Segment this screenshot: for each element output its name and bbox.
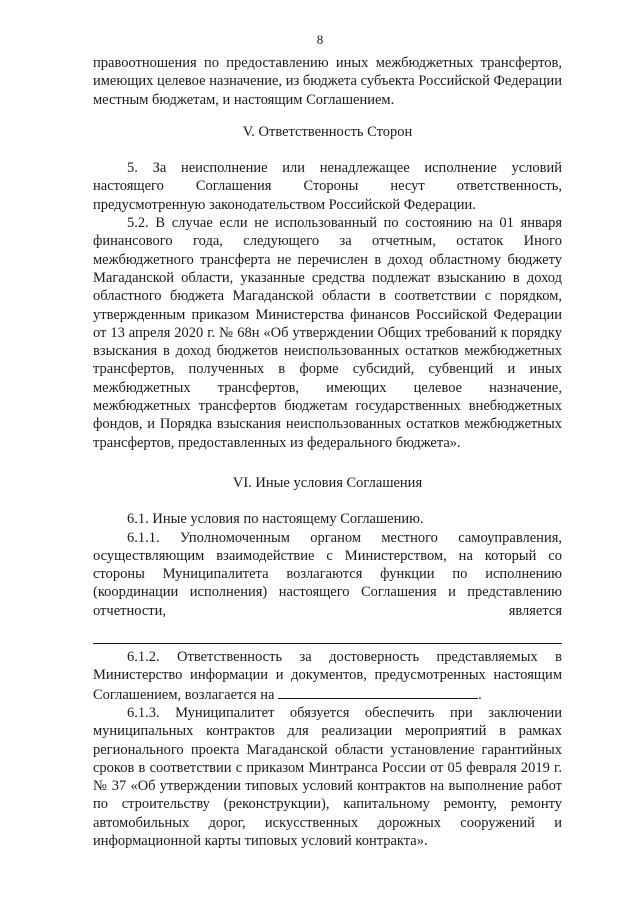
page-number: 8 [316,32,324,47]
paragraph-5: 5. За неисполнение или ненадлежащее исполнение условий настоящего Соглашения Стороны несут ответственность, предусмотренную законодательством Российской Федерации. [93,160,562,213]
paragraph-6-1-1: 6.1.1. Уполномоченным органом местного самоуправления, осуществляющим взаимодействие с Министерством, на который со стороны Муниципалитета возлагаются функции по исполнению (координации исполнения) настоящего Соглашения и представлению отчетности, является [93,529,562,619]
section-6-heading: VI. Иные условия Соглашения [232,474,423,491]
document-body [93,54,562,850]
paragraph-6-1-2-text: 6.1.2. Ответственность за достоверность представляемых в Министерство информации и документов, предусмотренных настоящим Соглашением, возлагается на [93,649,562,703]
section-5-heading: V. Ответственность Сторон [242,123,413,140]
paragraph-5-2: 5.2. В случае если не использованный по состоянию на 01 января финансового года, следующего за отчетным, остаток Иного межбюджетного трансферта не перечислен в доход областному бюджету Магаданской области, указанные средства подлежат взысканию в доход областного бюджета Магаданской области в соответствии с порядком, утвержденным приказом Министерства финансов Российской Федерации от 13 апреля 2020 г. № 68н «Об утверждении Общих требований к порядку взыскания в доход бюджетов неиспользованных остатков межбюджетных трансфертов, полученных в форме субсидий, субвенций и иных межбюджетных трансфертов, имеющих целевое назначение, межбюджетных трансфертов бюджетам государственных внебюджетных фондов, и Порядка взыскания неиспользованных остатков межбюджетных трансфертов, предоставленных из федерального бюджета». [93,215,562,451]
paragraph-6-1: 6.1. Иные условия по настоящему Соглашению. [127,511,424,528]
intro-paragraph: правоотношения по предоставлению иных межбюджетных трансфертов, имеющих целевое назначение, из бюджета субъекта Российской Федерации местным бюджетам, и настоящим Соглашением. [93,55,562,108]
fill-in-blank-inline [278,685,478,699]
paragraph-6-1-3: 6.1.3. Муниципалитет обязуется обеспечить при заключении муниципальных контрактов для реализации мероприятий в рамках регионального проекта Магаданской области установление гарантийных сроков в соответствии с приказом Минтранса России от 05 февраля 2019 г. № 37 «Об утверждении типовых условий контрактов на выполнение работ по строительству (реконструкции), капитальному ремонту, ремонту автомобильных дорог, искусственных дорожных сооружений и информационной карты типовых условий контракта». [93,704,562,849]
paragraph-6-1-2 [93,648,562,704]
paragraph-6-1-2-end: . [478,686,482,703]
fill-in-blank-line [93,620,562,644]
